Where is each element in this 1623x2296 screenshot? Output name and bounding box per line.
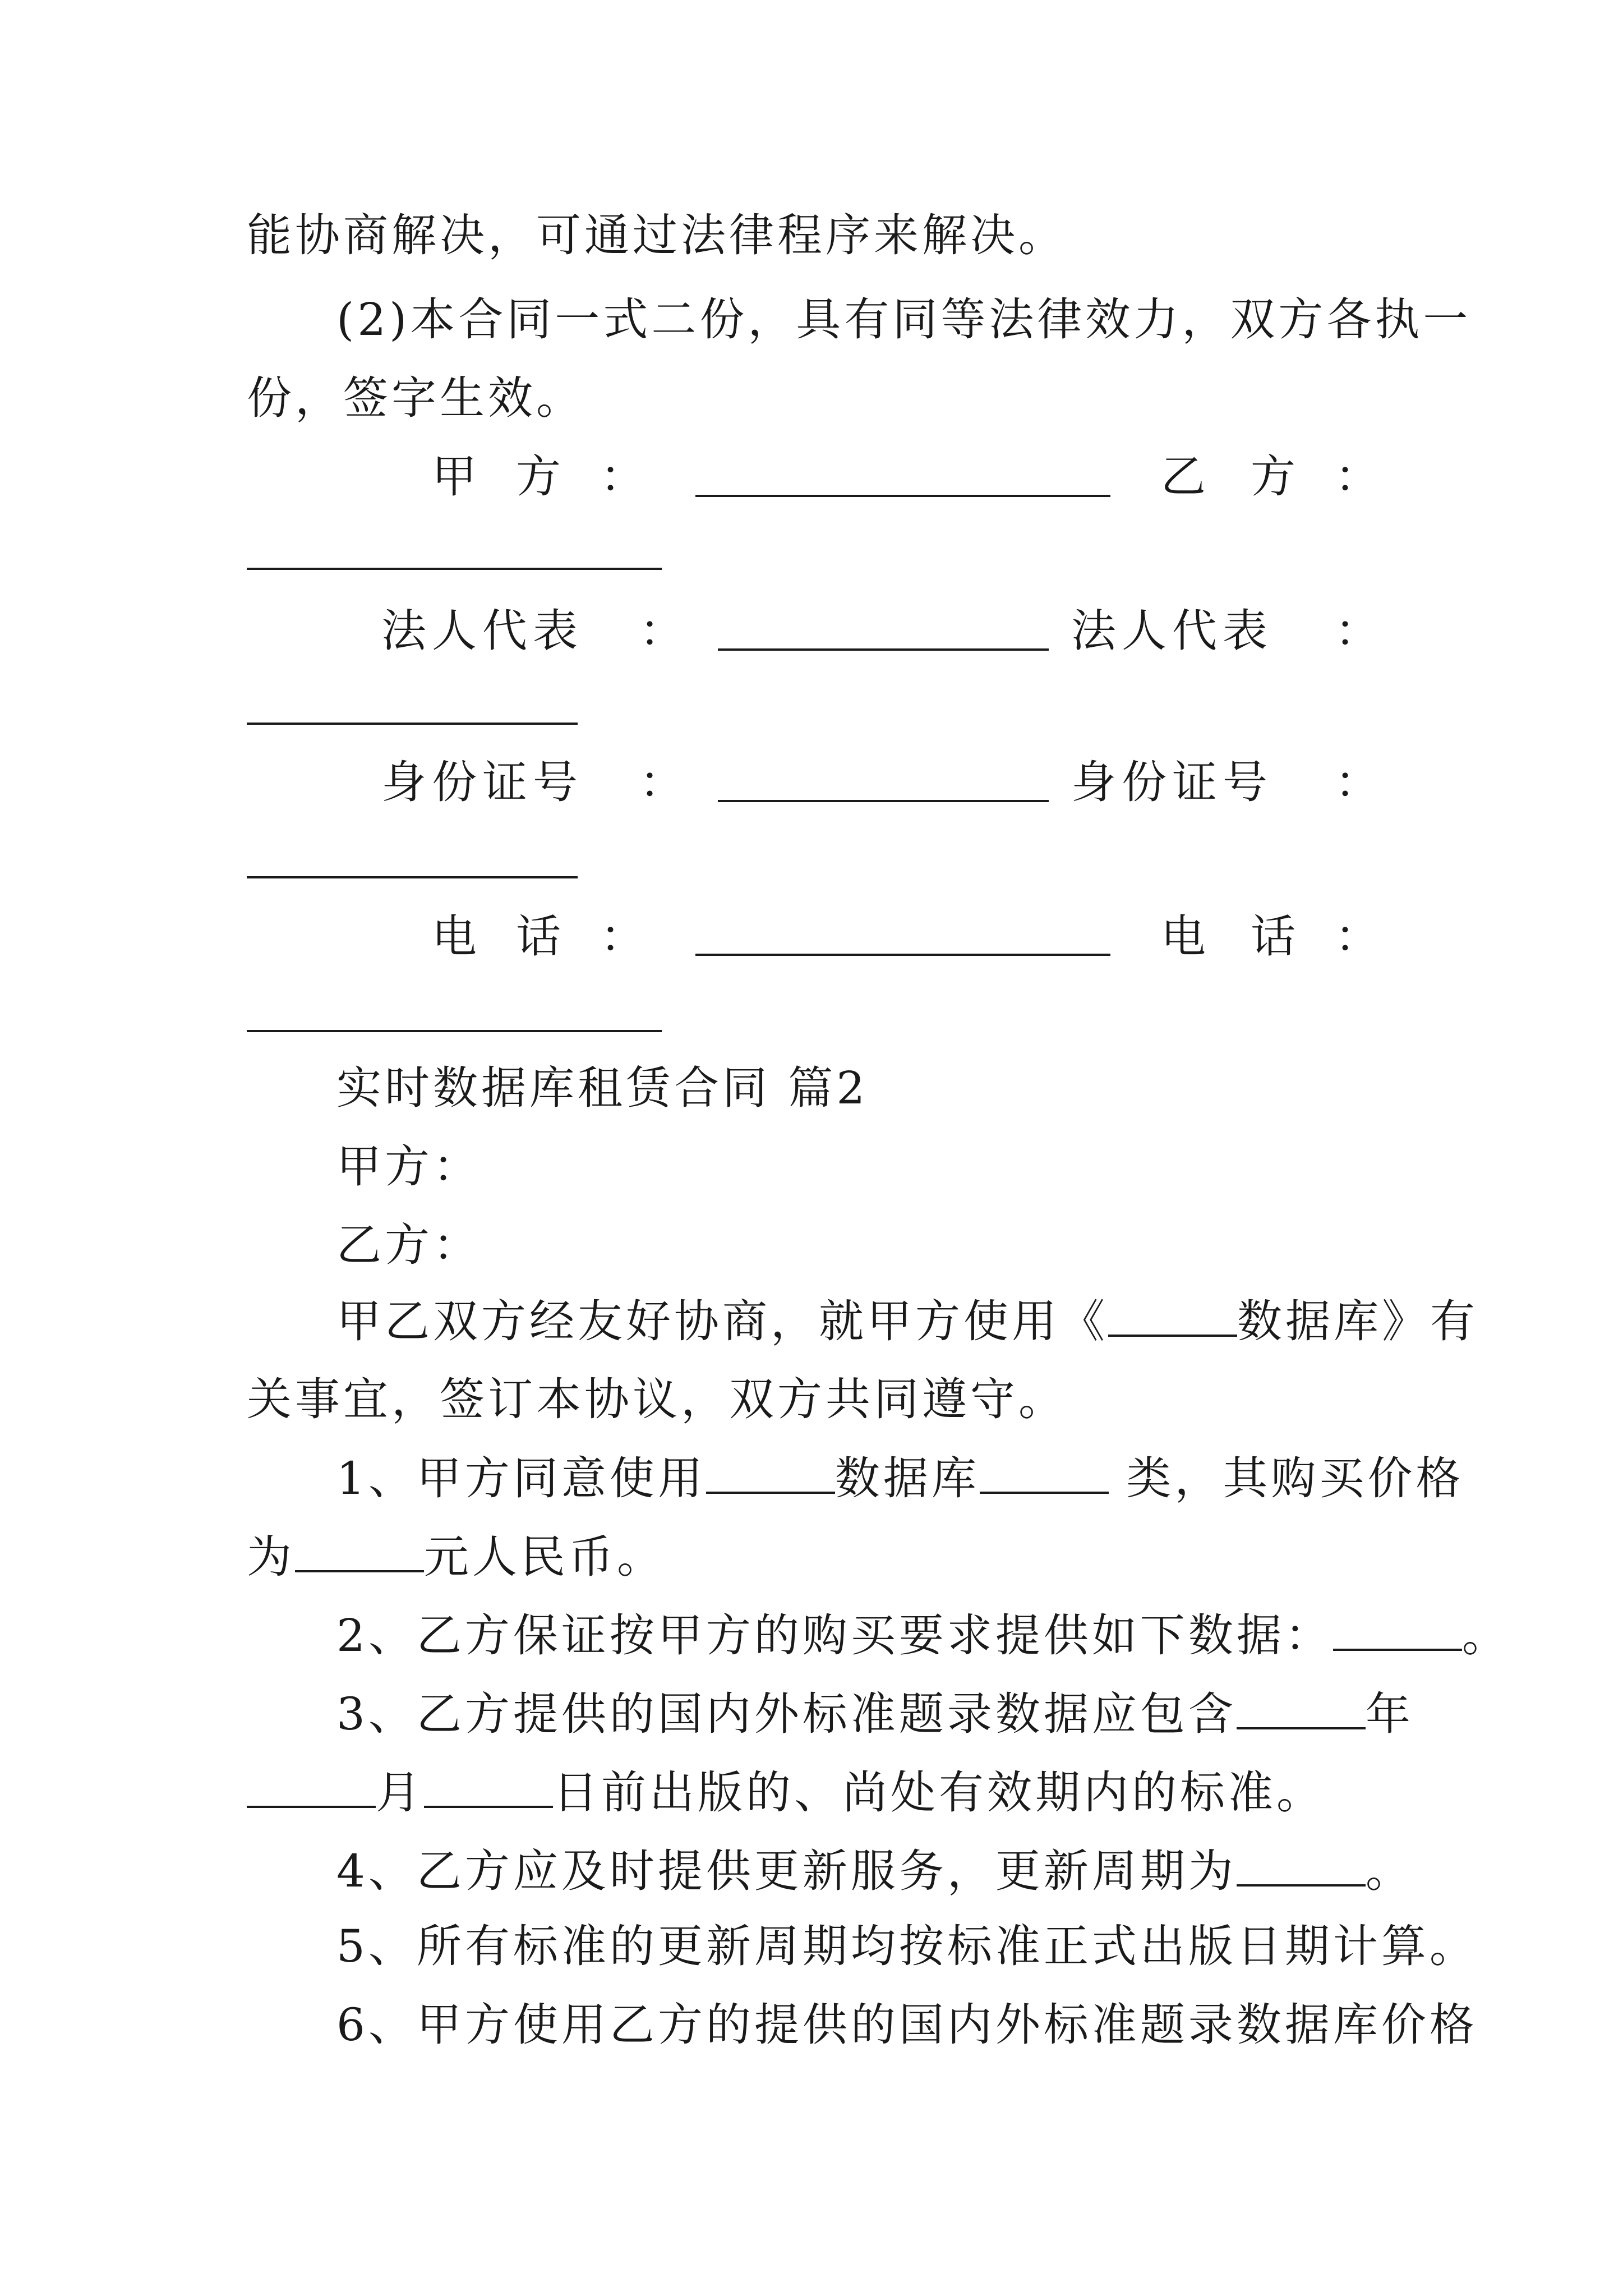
- list-item: [336, 1843, 1414, 1899]
- signature-blank-line: [247, 568, 662, 570]
- fill-blank: [706, 1450, 835, 1494]
- sig-label-char: 乙: [1161, 450, 1206, 503]
- fill-blank: [1108, 1293, 1237, 1337]
- fill-blank: [1237, 1686, 1366, 1729]
- party-b-label: 乙方：: [336, 1219, 481, 1271]
- paragraph-line: [247, 1764, 1325, 1821]
- fill-blank: [295, 1529, 424, 1572]
- sig-label-char: 身: [1071, 756, 1116, 808]
- sig-label-colon: ：: [1335, 910, 1380, 963]
- text-run: 4、乙方应及时提供更新服务，更新周期为: [336, 1845, 1237, 1897]
- list-item: [336, 1607, 1510, 1664]
- sig-label-char: 法: [381, 605, 426, 657]
- sig-label-char: 代: [1172, 605, 1217, 657]
- text-run: 元人民币。: [424, 1531, 665, 1583]
- list-item: 6、甲方使用乙方的提供的国内外标准题录数据库价格: [336, 1999, 1478, 2051]
- sig-label-char: 法: [1071, 605, 1116, 657]
- signature-blank-line: [247, 1030, 662, 1032]
- fill-blank: [1237, 1843, 1366, 1887]
- signature-blank-line: [247, 723, 578, 725]
- list-item: [336, 1450, 1464, 1507]
- text-run: 年: [1365, 1688, 1414, 1740]
- text-run: 为: [247, 1531, 295, 1583]
- fill-blank: [424, 1764, 553, 1808]
- text-run: 2、乙方保证按甲方的购买要求提供如下数据：: [336, 1609, 1333, 1662]
- sig-label-char: 证: [1172, 756, 1217, 808]
- text-run: 日前出版的、尚处有效期内的标准。: [553, 1766, 1325, 1819]
- signature-blank-line: [718, 800, 1049, 802]
- paragraph-line: [247, 1529, 665, 1585]
- sig-label-colon: ：: [1335, 605, 1380, 657]
- sig-label-colon: ：: [600, 450, 645, 503]
- paragraph-line: [336, 1293, 1478, 1350]
- sig-label-char: 电: [432, 910, 477, 963]
- sig-label-char: 号: [533, 756, 578, 808]
- sig-label-char: 身: [381, 756, 426, 808]
- fill-blank: [247, 1764, 376, 1808]
- text-run: 数据库: [834, 1452, 980, 1504]
- sig-label-char: 方: [1251, 450, 1295, 503]
- sig-label-char: 电: [1161, 910, 1206, 963]
- text-run: 1、甲方同意使用: [336, 1452, 706, 1504]
- signature-blank-line: [695, 954, 1110, 956]
- paragraph-line: 能协商解决，可通过法律程序来解决。: [247, 209, 1067, 261]
- text-run: 甲乙双方经友好协商，就甲方使用《: [336, 1295, 1108, 1347]
- fill-blank: [980, 1450, 1109, 1494]
- sig-label-char: 份: [1122, 756, 1166, 808]
- sig-label-char: 代: [482, 605, 527, 657]
- section-title: 实时数据库租赁合同 篇2: [336, 1062, 869, 1114]
- sig-label-char: 话: [1251, 910, 1295, 963]
- text-run: 月: [376, 1766, 424, 1819]
- sig-label-char: 人: [432, 605, 477, 657]
- sig-label-colon: ：: [1335, 756, 1380, 808]
- sig-label-char: 人: [1122, 605, 1166, 657]
- party-a-label: 甲方：: [336, 1140, 481, 1193]
- sig-label-char: 方: [516, 450, 561, 503]
- signature-blank-line: [695, 495, 1110, 497]
- text-run: 类，其购买价格: [1108, 1452, 1464, 1504]
- sig-label-colon: ：: [600, 910, 645, 963]
- sig-label-char: 证: [482, 756, 527, 808]
- paragraph-line: 关事宜，签订本协议，双方共同遵守。: [247, 1373, 1067, 1425]
- signature-blank-line: [718, 648, 1049, 651]
- sig-label-colon: ：: [1335, 450, 1380, 503]
- sig-label-char: 号: [1223, 756, 1267, 808]
- text-run: 3、乙方提供的国内外标准题录数据应包含: [336, 1688, 1237, 1740]
- fill-blank: [1333, 1607, 1462, 1651]
- sig-label-char: 甲: [432, 450, 477, 503]
- sig-label-char: 话: [516, 910, 561, 963]
- signature-blank-line: [247, 876, 578, 878]
- list-item: 5、所有标准的更新周期均按标准正式出版日期计算。: [336, 1920, 1478, 1972]
- paragraph-line: (2)本合同一式二份，具有同等法律效力，双方各执一: [336, 293, 1472, 346]
- sig-label-char: 表: [533, 605, 578, 657]
- sig-label-colon: ：: [639, 756, 684, 808]
- paragraph-line: 份，签字生效。: [247, 372, 584, 424]
- text-run: 。: [1461, 1609, 1510, 1662]
- text-run: 数据库》有: [1237, 1295, 1478, 1347]
- list-item: [336, 1686, 1414, 1742]
- sig-label-colon: ：: [639, 605, 684, 657]
- sig-label-char: 份: [432, 756, 477, 808]
- sig-label-char: 表: [1223, 605, 1267, 657]
- text-run: 。: [1365, 1845, 1414, 1897]
